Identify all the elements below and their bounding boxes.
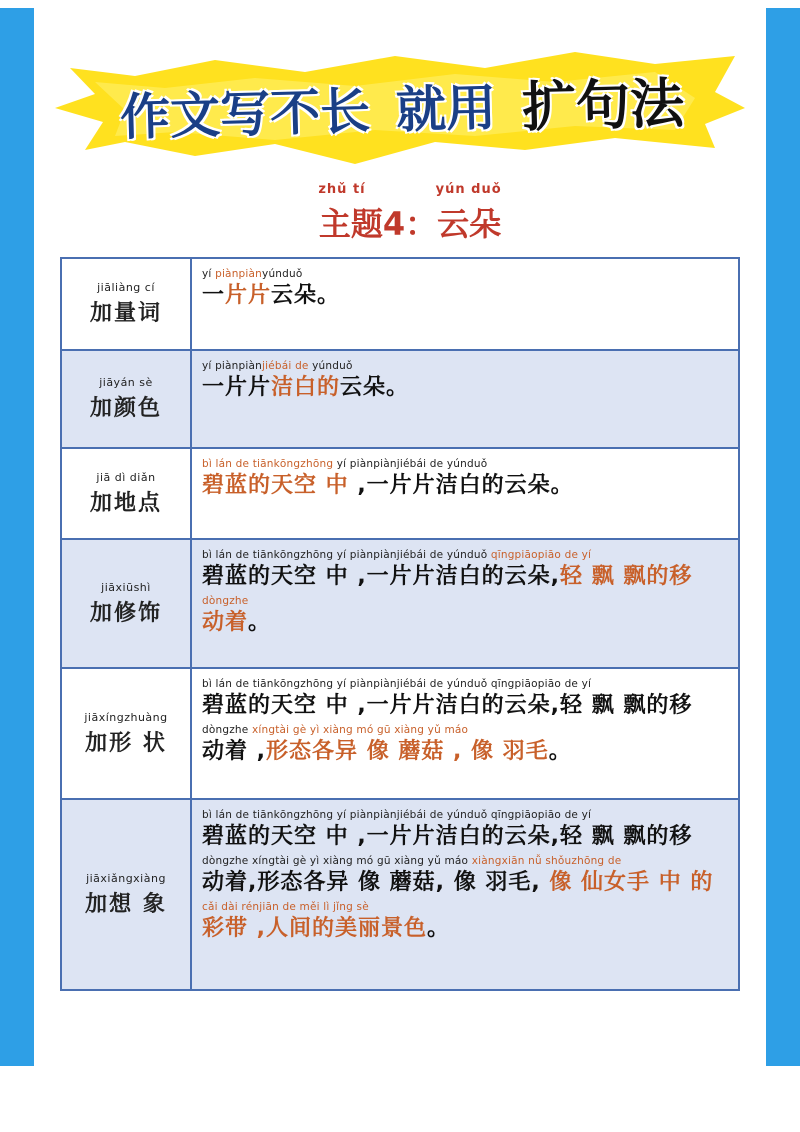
text-segment: 碧蓝的天空 中 ,一片片洁白的云朵,轻 飘 飘的移 [202, 824, 693, 849]
row-label-pinyin: jiāliàng cí [97, 281, 155, 294]
sentence-text [202, 737, 728, 767]
text-highlight: 形态各异 像 蘑菇 , 像 羽毛 [266, 739, 549, 764]
row-label-cell [62, 800, 192, 989]
pinyin-segment: dòngzhe [202, 724, 252, 736]
title-part3: 扩句法 [521, 71, 685, 139]
pinyin-highlight: dòngzhe [202, 595, 249, 607]
table-row [62, 449, 738, 540]
sentence-line [202, 854, 728, 898]
sentence-text [202, 868, 728, 898]
text-segment: 一片片 [202, 375, 272, 400]
subtitle-pinyin-right: yún duǒ [435, 182, 502, 197]
expansion-table [60, 257, 740, 991]
row-label: 加形 状 [85, 730, 167, 756]
sentence-text [202, 281, 728, 311]
sentence-text [202, 562, 728, 592]
text-highlight: 洁白的 [271, 375, 341, 400]
text-segment: 。 [248, 610, 272, 635]
text-highlight: 轻 飘 飘的移 [560, 564, 693, 589]
row-label-cell [62, 449, 192, 538]
pinyin-segment: bì lán de tiānkōngzhōng yí piànpiànjiébái de yúnduǒ qīngpiāopiāo de yí [202, 809, 592, 821]
table-row [62, 800, 738, 989]
row-content-cell [192, 351, 738, 447]
sentence-text [202, 373, 728, 403]
sentence-pinyin [202, 457, 728, 471]
text-segment: 。 [427, 916, 451, 941]
pinyin-segment: yúnduǒ [312, 360, 353, 372]
title-part2: 就用 [395, 78, 497, 140]
table-row [62, 351, 738, 449]
sentence-text [202, 608, 728, 638]
row-content-cell [192, 449, 738, 538]
pinyin-highlight: piànpiàn [215, 268, 263, 280]
text-segment: 云朵。 [340, 375, 410, 400]
row-label-pinyin: jiāyán sè [99, 376, 153, 389]
sentence-line [202, 359, 728, 403]
row-label: 加量词 [89, 301, 162, 326]
row-label-cell [62, 540, 192, 667]
sentence-pinyin [202, 900, 728, 914]
sentence-line [202, 548, 728, 592]
title-part1: 作文写不长 [119, 82, 371, 147]
right-side-bar [766, 8, 800, 1066]
sentence-line [202, 808, 728, 852]
pinyin-highlight: jiébái de [262, 360, 313, 372]
row-label-cell [62, 351, 192, 447]
row-content-cell [192, 669, 738, 798]
pinyin-highlight: bì lán de tiānkōngzhōng [202, 458, 337, 470]
sentence-line [202, 900, 728, 944]
sentence-text [202, 471, 728, 501]
sentence-text [202, 822, 728, 852]
text-segment: 一 [202, 283, 226, 308]
row-label: 加修饰 [89, 600, 162, 626]
table-row [62, 669, 738, 800]
text-segment: 动着 , [202, 739, 267, 764]
text-segment: 云朵。 [271, 283, 341, 308]
pinyin-segment: dòngzhe xíngtài gè yì xiàng mó gū xiàng yǔ máo [202, 855, 472, 867]
pinyin-segment: bì lán de tiānkōngzhōng yí piànpiànjiébái de yúnduǒ qīngpiāopiāo de yí [202, 678, 592, 690]
pinyin-segment: yí piànpiàn [202, 360, 263, 372]
row-content-cell [192, 540, 738, 667]
text-segment: 碧蓝的天空 中 ,一片片洁白的云朵, [202, 564, 561, 589]
pinyin-highlight: qīngpiāopiāo de yí [490, 549, 592, 561]
text-highlight: 彩带 ,人间的美丽景色 [202, 916, 428, 941]
sentence-pinyin [202, 723, 728, 737]
text-highlight: 片片 [225, 283, 272, 308]
sentence-pinyin [202, 267, 728, 281]
sentence-pinyin [202, 854, 728, 868]
sentence-pinyin [202, 548, 728, 562]
text-segment: 动着,形态各异 像 蘑菇, 像 羽毛, [202, 870, 550, 895]
subtitle-pinyin [300, 182, 520, 197]
pinyin-highlight: cǎi dài rénjiān de měi lì jǐng sè [202, 901, 369, 913]
row-label-pinyin: jiā dì diǎn [96, 470, 156, 484]
row-label-cell [62, 259, 192, 349]
pinyin-segment: bì lán de tiānkōngzhōng yí piànpiànjiébái de yúnduǒ [202, 549, 491, 561]
pinyin-highlight: xiàngxiān nǚ shǒuzhōng de [471, 855, 622, 867]
text-highlight: 碧蓝的天空 中 [202, 473, 358, 498]
text-highlight: 动着 [202, 610, 249, 635]
row-label-pinyin: jiāxiūshì [101, 580, 151, 594]
text-segment: 碧蓝的天空 中 ,一片片洁白的云朵,轻 飘 飘的移 [202, 693, 693, 718]
row-content-cell [192, 259, 738, 349]
sentence-pinyin [202, 808, 728, 822]
sentence-line [202, 594, 728, 638]
pinyin-highlight: xíngtài gè yì xiàng mó gū xiàng yǔ máo [251, 724, 469, 736]
pinyin-segment: yí [202, 268, 216, 280]
text-highlight: 像 仙女手 中 的 [549, 870, 714, 895]
pinyin-segment: yúnduǒ [262, 268, 303, 280]
row-label: 加想 象 [85, 891, 167, 917]
sentence-line [202, 723, 728, 767]
sentence-text [202, 914, 728, 944]
sentence-text [202, 691, 728, 721]
sentence-line [202, 677, 728, 721]
page-title [119, 58, 701, 153]
sentence-pinyin [202, 677, 728, 691]
sentence-pinyin [202, 594, 728, 608]
subtitle-text: 主题4：云朵 [318, 205, 502, 243]
row-label: 加地点 [89, 490, 162, 516]
row-label: 加颜色 [89, 396, 162, 421]
table-row [62, 259, 738, 351]
sentence-line [202, 457, 728, 501]
text-segment: 。 [548, 739, 572, 764]
sentence-line [202, 267, 728, 311]
row-label-cell [62, 669, 192, 798]
row-label-pinyin: jiāxíngzhuàng [84, 710, 168, 724]
left-side-bar [0, 8, 34, 1066]
subtitle-pinyin-left: zhǔ tí [318, 182, 366, 197]
subtitle [300, 182, 520, 245]
row-content-cell [192, 800, 738, 989]
row-label-pinyin: jiāxiǎngxiàng [86, 871, 166, 885]
table-row [62, 540, 738, 669]
text-segment: ,一片片洁白的云朵。 [357, 473, 574, 498]
sentence-pinyin [202, 359, 728, 373]
pinyin-segment: yí piànpiànjiébái de yúnduǒ [336, 458, 488, 470]
